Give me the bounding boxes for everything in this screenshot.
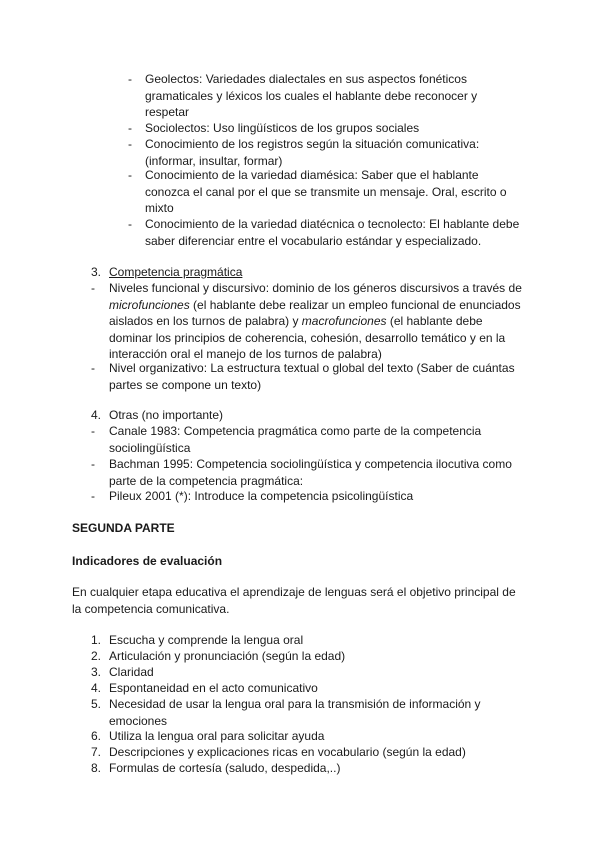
bullet-marker: - [91, 424, 95, 438]
list-item-text: Conocimiento de la variedad diatécnica o tecnolecto: El hablante debe [145, 217, 520, 231]
list-item-text: Conocimiento de la variedad diamésica: Saber que el hablante [145, 168, 479, 182]
subsection-title: Indicadores de evaluación [72, 554, 223, 568]
list-item-text: Espontaneidad en el acto comunicativo [109, 681, 318, 695]
list-item-text: mixto [145, 201, 174, 215]
italic-term: macrofunciones [301, 314, 387, 328]
list-number: 2. [91, 649, 102, 663]
list-item-text: Geolectos: Variedades dialectales en sus aspectos fonéticos [145, 72, 467, 86]
list-number: 4. [91, 681, 102, 695]
list-item-text: gramaticales y léxicos los cuales el hablante debe reconocer y [145, 88, 478, 103]
list-number: 7. [91, 745, 102, 759]
text-run: (el hablante debe [386, 314, 483, 328]
italic-term: microfunciones [109, 297, 190, 312]
text-run: (el hablante debe realizar un empleo funcional de enunciados [189, 297, 521, 312]
list-item-text [109, 313, 483, 330]
list-item-text [109, 297, 521, 314]
heading-text: Otras (no importante) [109, 408, 224, 422]
list-item-text: (informar, insultar, formar) [145, 153, 283, 168]
list-item-text: Claridad [109, 665, 154, 679]
list-number: 5. [91, 697, 102, 711]
bullet-marker: - [91, 361, 95, 375]
text-run: aislados en los turnos de palabra) y [109, 314, 302, 328]
paragraph-line: la competencia comunicativa. [72, 601, 230, 616]
list-item-text: Escucha y comprende la lengua oral [109, 633, 304, 647]
list-number: 8. [91, 761, 102, 775]
list-item-text: Pileux 2001 (*): Introduce la competencia psicolingüística [109, 489, 414, 503]
list-item-text: Descripciones y explicaciones ricas en vocabulario (según la edad) [109, 745, 466, 759]
list-number: 3. [91, 665, 102, 679]
bullet-marker: - [91, 489, 95, 503]
bullet-marker: - [128, 137, 132, 151]
section-title: SEGUNDA PARTE [72, 521, 175, 535]
bullet-marker: - [128, 168, 132, 182]
list-item-text: emociones [109, 713, 168, 728]
bullet-marker: - [91, 457, 95, 471]
list-item-text: Canale 1983: Competencia pragmática como parte de la competencia [109, 424, 482, 438]
list-item-text: Articulación y pronunciación (según la edad) [109, 649, 346, 663]
paragraph-line: En cualquier etapa educativa el aprendizaje de lenguas será el objetivo principal de [72, 585, 516, 599]
list-item-text: Bachman 1995: Competencia sociolingüística y competencia ilocutiva como [109, 457, 512, 471]
list-item-text: Niveles funcional y discursivo: dominio de los géneros discursivos a través de [109, 281, 522, 295]
list-number: 1. [91, 633, 102, 647]
list-item-text: partes se compone un texto) [109, 377, 262, 392]
list-item-text: interacción oral el manejo de los turnos de palabra) [109, 347, 382, 361]
list-item-text: conozca el canal por el que se transmite un mensaje. Oral, escrito o [145, 184, 507, 199]
heading-number: 3. [91, 265, 102, 279]
bullet-marker: - [91, 281, 95, 295]
list-item-text: Nivel organizativo: La estructura textual o global del texto (Saber de cuántas [109, 361, 515, 375]
list-item-text: respetar [145, 105, 190, 119]
list-item-text: Conocimiento de los registros según la situación comunicativa: [145, 137, 480, 151]
list-item-text: sociolingüística [109, 440, 191, 455]
list-item-text: Necesidad de usar la lengua oral para la transmisión de información y [109, 697, 481, 711]
list-item-text: Sociolectos: Uso lingüísticos de los grupos sociales [145, 121, 420, 135]
list-number: 6. [91, 729, 102, 743]
heading-number: 4. [91, 408, 102, 422]
list-item-text: dominar los principios de coherencia, cohesión, desarrollo temático y en la [109, 330, 506, 345]
list-item-text: Utiliza la lengua oral para solicitar ayuda [109, 729, 325, 743]
bullet-marker: - [128, 217, 132, 231]
list-item-text: parte de la competencia pragmática: [109, 473, 304, 488]
list-item-text: saber diferenciar entre el vocabulario estándar y especializado. [145, 233, 482, 248]
bullet-marker: - [128, 72, 132, 86]
heading-text: Competencia pragmática [109, 265, 243, 279]
list-item-text: Formulas de cortesía (saludo, despedida,..) [109, 761, 341, 775]
bullet-marker: - [128, 121, 132, 135]
